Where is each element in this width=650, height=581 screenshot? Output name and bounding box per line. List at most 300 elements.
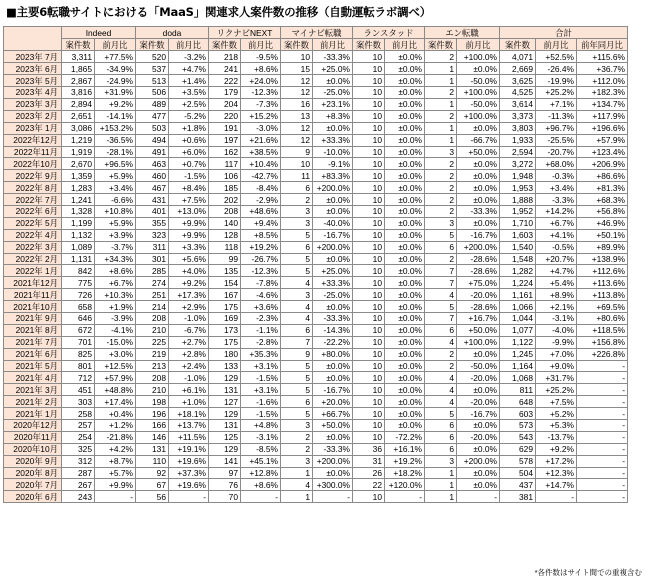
table-cell: ±0.0%	[385, 134, 425, 146]
table-cell: ±0.0%	[385, 98, 425, 110]
table-cell: +50.0%	[457, 146, 500, 158]
table-cell: -28.6%	[457, 265, 500, 277]
table-cell: -2.3%	[241, 312, 281, 324]
table-cell: +134.7%	[577, 98, 628, 110]
table-cell: +7.1%	[536, 98, 577, 110]
table-cell: 431	[136, 194, 169, 206]
table-cell: ±0.0%	[385, 384, 425, 396]
table-cell: +11.5%	[169, 431, 209, 443]
table-cell: +80.0%	[313, 348, 353, 360]
table-cell: +19.2%	[241, 241, 281, 253]
table-cell: -20.0%	[457, 431, 500, 443]
table-cell: 6	[425, 419, 457, 431]
table-cell: -	[536, 491, 577, 503]
table-cell: +12.8%	[241, 467, 281, 479]
table-cell: +8.6%	[241, 63, 281, 75]
table-cell: 198	[136, 396, 169, 408]
table-cell: +25.0%	[313, 63, 353, 75]
table-cell: ±0.0%	[385, 63, 425, 75]
subheader: 前月比	[536, 39, 577, 51]
table-cell: +23.1%	[313, 98, 353, 110]
table-row	[4, 229, 628, 241]
header-sub-row	[4, 39, 628, 51]
table-cell: +4.0%	[169, 265, 209, 277]
table-row	[4, 384, 628, 396]
table-cell: 489	[136, 98, 169, 110]
table-cell: 513	[136, 75, 169, 87]
table-cell: 1,933	[500, 134, 536, 146]
table-cell: ±0.0%	[385, 336, 425, 348]
table-cell: 801	[62, 360, 95, 372]
table-cell: +200.0%	[457, 241, 500, 253]
table-cell: +15.2%	[241, 110, 281, 122]
table-cell: +25.2%	[536, 87, 577, 99]
table-cell: 210	[136, 324, 169, 336]
table-cell: -	[457, 491, 500, 503]
table-cell: -16.7%	[457, 408, 500, 420]
table-cell: 12	[281, 122, 313, 134]
table-cell: -3.1%	[536, 312, 577, 324]
table-cell: 1,122	[500, 336, 536, 348]
table-cell: 127	[209, 396, 241, 408]
table-cell: 254	[62, 431, 95, 443]
table-cell: -4.0%	[536, 324, 577, 336]
table-cell: 9	[281, 348, 313, 360]
table-cell: 6	[281, 241, 313, 253]
table-cell: -3.0%	[241, 122, 281, 134]
table-cell: -	[577, 372, 628, 384]
table-cell: +206.9%	[577, 158, 628, 170]
table-cell: 10	[353, 170, 385, 182]
table-cell: +57.9%	[95, 372, 136, 384]
table-cell: ±0.0%	[457, 194, 500, 206]
table-cell: 1,952	[500, 205, 536, 217]
table-cell: +52.5%	[536, 51, 577, 63]
table-cell: +20.0%	[313, 396, 353, 408]
table-cell: ±0.0%	[385, 408, 425, 420]
table-cell: -20.0%	[457, 289, 500, 301]
table-cell: +112.6%	[577, 265, 628, 277]
table-cell: +8.7%	[95, 455, 136, 467]
group-header: doda	[136, 27, 209, 39]
table-cell: +3.4%	[536, 182, 577, 194]
table-cell: -16.7%	[313, 229, 353, 241]
table-cell: ±0.0%	[385, 205, 425, 217]
table-cell: +8.6%	[95, 265, 136, 277]
table-row	[4, 51, 628, 63]
table-cell: ±0.0%	[457, 443, 500, 455]
table-cell: 6	[281, 324, 313, 336]
row-month-cell: 2022年10月	[4, 158, 62, 170]
row-month-cell: 2023年 3月	[4, 98, 62, 110]
subheader: 案件数	[62, 39, 95, 51]
table-cell: 125	[209, 431, 241, 443]
table-cell: +25.2%	[536, 384, 577, 396]
table-cell: +16.7%	[457, 312, 500, 324]
table-cell: 1,068	[500, 372, 536, 384]
table-cell: 128	[209, 229, 241, 241]
table-cell: 12	[281, 75, 313, 87]
table-cell: 10	[353, 122, 385, 134]
table-cell: +182.3%	[577, 87, 628, 99]
table-cell: -2.9%	[241, 194, 281, 206]
table-cell: -5.2%	[169, 110, 209, 122]
table-cell: 243	[62, 491, 95, 503]
table-cell: +36.7%	[577, 63, 628, 75]
table-cell: -15.0%	[95, 336, 136, 348]
subheader: 前月比	[169, 39, 209, 51]
table-cell: 726	[62, 289, 95, 301]
table-cell: 10	[353, 75, 385, 87]
table-cell: -26.4%	[536, 63, 577, 75]
table-row	[4, 408, 628, 420]
table-cell: 67	[136, 479, 169, 491]
table-cell: 3	[281, 217, 313, 229]
table-cell: ±0.0%	[385, 265, 425, 277]
table-cell: +123.4%	[577, 146, 628, 158]
table-cell: +50.0%	[313, 419, 353, 431]
table-cell: -12.3%	[241, 87, 281, 99]
row-month-cell: 2022年12月	[4, 134, 62, 146]
table-cell: 629	[500, 443, 536, 455]
table-cell: +3.9%	[95, 229, 136, 241]
table-cell: +153.2%	[95, 122, 136, 134]
table-cell: +17.4%	[95, 396, 136, 408]
table-cell: +3.1%	[241, 360, 281, 372]
row-month-cell: 2020年10月	[4, 443, 62, 455]
table-cell: 222	[209, 75, 241, 87]
table-row	[4, 194, 628, 206]
table-cell: +1.0%	[169, 396, 209, 408]
row-month-cell: 2023年 6月	[4, 63, 62, 75]
table-cell: -0.5%	[536, 241, 577, 253]
table-cell: ±0.0%	[313, 194, 353, 206]
table-cell: -1.0%	[169, 372, 209, 384]
table-cell: +25.0%	[313, 265, 353, 277]
table-cell: 10	[353, 217, 385, 229]
table-cell: +17.2%	[536, 455, 577, 467]
row-month-cell: 2021年10月	[4, 301, 62, 313]
table-cell: 2,594	[500, 146, 536, 158]
table-cell: 5	[281, 408, 313, 420]
table-cell: +10.4%	[241, 158, 281, 170]
group-header: 合計	[500, 27, 628, 39]
table-cell: ±0.0%	[313, 253, 353, 265]
table-cell: +24.0%	[241, 75, 281, 87]
table-cell: +200.0%	[313, 241, 353, 253]
table-cell: +4.1%	[536, 229, 577, 241]
table-cell: 1	[425, 467, 457, 479]
table-cell: ±0.0%	[385, 158, 425, 170]
subheader: 前年同月比	[577, 39, 628, 51]
table-cell: 672	[62, 324, 95, 336]
table-cell: ±0.0%	[385, 301, 425, 313]
table-row	[4, 360, 628, 372]
table-cell: -	[577, 360, 628, 372]
table-cell: +5.3%	[536, 419, 577, 431]
table-cell: -13.7%	[536, 431, 577, 443]
table-cell: 1,044	[500, 312, 536, 324]
table-cell: 1	[425, 63, 457, 75]
table-cell: -26.7%	[241, 253, 281, 265]
subheader: 案件数	[353, 39, 385, 51]
subheader: 前月比	[457, 39, 500, 51]
table-cell: 1	[425, 98, 457, 110]
table-cell: 811	[500, 384, 536, 396]
group-header: Indeed	[62, 27, 136, 39]
table-cell: -	[577, 419, 628, 431]
table-cell: +4.7%	[169, 63, 209, 75]
table-cell: +18.1%	[169, 408, 209, 420]
table-cell: ±0.0%	[457, 217, 500, 229]
table-row	[4, 217, 628, 229]
table-cell: 4	[425, 289, 457, 301]
table-cell: 154	[209, 277, 241, 289]
table-cell: 133	[209, 360, 241, 372]
table-cell: 1	[281, 467, 313, 479]
table-cell: 6	[425, 241, 457, 253]
table-cell: 197	[209, 134, 241, 146]
table-cell: ±0.0%	[313, 467, 353, 479]
table-cell: 3	[281, 205, 313, 217]
table-cell: 463	[136, 158, 169, 170]
table-cell: 210	[136, 384, 169, 396]
table-cell: 1,161	[500, 289, 536, 301]
table-cell: 1,219	[62, 134, 95, 146]
table-row	[4, 158, 628, 170]
table-cell: ±0.0%	[385, 348, 425, 360]
table-cell: 5	[281, 253, 313, 265]
table-cell: 10	[353, 229, 385, 241]
table-cell: 175	[209, 336, 241, 348]
row-month-cell: 2022年 5月	[4, 217, 62, 229]
table-cell: 6	[281, 182, 313, 194]
table-row	[4, 431, 628, 443]
table-cell: 1	[425, 134, 457, 146]
table-cell: +13.7%	[169, 419, 209, 431]
table-cell: -3.9%	[95, 312, 136, 324]
table-cell: 1,199	[62, 217, 95, 229]
table-cell: +100.0%	[457, 336, 500, 348]
table-cell: +77.5%	[95, 51, 136, 63]
table-cell: +6.1%	[169, 384, 209, 396]
table-cell: 5	[281, 360, 313, 372]
table-cell: ±0.0%	[385, 419, 425, 431]
table-cell: 312	[62, 455, 95, 467]
table-cell: 5	[281, 372, 313, 384]
table-cell: 1,888	[500, 194, 536, 206]
row-month-cell: 2021年 1月	[4, 408, 62, 420]
table-cell: 4	[425, 396, 457, 408]
table-cell: 218	[209, 51, 241, 63]
table-cell: +4.8%	[241, 419, 281, 431]
table-cell: ±0.0%	[457, 122, 500, 134]
row-month-cell: 2022年 4月	[4, 229, 62, 241]
table-cell: +0.4%	[95, 408, 136, 420]
table-cell: 1,283	[62, 182, 95, 194]
table-cell: -28.6%	[457, 253, 500, 265]
table-cell: 3	[425, 455, 457, 467]
table-cell: 5	[281, 265, 313, 277]
table-cell: -40.0%	[313, 217, 353, 229]
table-cell: +5.6%	[169, 253, 209, 265]
table-cell: +14.7%	[536, 479, 577, 491]
table-cell: -6.6%	[95, 194, 136, 206]
table-cell: ±0.0%	[313, 205, 353, 217]
table-cell: 646	[62, 312, 95, 324]
table-cell: 70	[209, 491, 241, 503]
table-cell: 1,710	[500, 217, 536, 229]
table-cell: ±0.0%	[385, 289, 425, 301]
table-cell: 1,089	[62, 241, 95, 253]
row-month-cell: 2020年12月	[4, 419, 62, 431]
table-cell: 22	[353, 479, 385, 491]
table-cell: 10	[281, 158, 313, 170]
table-cell: +9.0%	[536, 360, 577, 372]
table-cell: -20.7%	[536, 146, 577, 158]
table-cell: +57.9%	[577, 134, 628, 146]
table-cell: 10	[353, 348, 385, 360]
table-cell: 10	[353, 110, 385, 122]
table-cell: +0.7%	[169, 158, 209, 170]
table-cell: 2	[425, 170, 457, 182]
table-cell: 10	[353, 98, 385, 110]
table-cell: 1	[425, 122, 457, 134]
table-cell: +6.0%	[169, 146, 209, 158]
table-cell: 460	[136, 170, 169, 182]
table-cell: 5	[425, 301, 457, 313]
table-cell: +8.4%	[169, 182, 209, 194]
table-cell: 162	[209, 146, 241, 158]
table-cell: 10	[353, 396, 385, 408]
table-cell: -33.3%	[313, 312, 353, 324]
row-month-cell: 2021年12月	[4, 277, 62, 289]
row-month-cell: 2022年 2月	[4, 253, 62, 265]
table-cell: +5.2%	[536, 408, 577, 420]
table-cell: ±0.0%	[385, 182, 425, 194]
table-cell: 9	[281, 146, 313, 158]
table-cell: ±0.0%	[457, 348, 500, 360]
table-cell: 16	[281, 98, 313, 110]
table-cell: 3,272	[500, 158, 536, 170]
table-cell: ±0.0%	[385, 170, 425, 182]
table-cell: 1	[425, 479, 457, 491]
table-cell: ±0.0%	[385, 110, 425, 122]
table-cell: 10	[353, 301, 385, 313]
table-cell: 6	[425, 443, 457, 455]
table-cell: -7.8%	[241, 277, 281, 289]
table-cell: +3.3%	[169, 241, 209, 253]
table-cell: +1.8%	[169, 122, 209, 134]
table-cell: 219	[136, 348, 169, 360]
row-month-cell: 2021年 7月	[4, 336, 62, 348]
table-cell: ±0.0%	[385, 360, 425, 372]
table-cell: +112.0%	[577, 75, 628, 87]
table-cell: +12.5%	[95, 360, 136, 372]
table-cell: 2	[281, 194, 313, 206]
table-cell: 4	[425, 372, 457, 384]
row-month-cell: 2020年 9月	[4, 455, 62, 467]
table-cell: 10	[353, 336, 385, 348]
table-cell: -	[169, 491, 209, 503]
table-cell: 92	[136, 467, 169, 479]
table-cell: 258	[62, 408, 95, 420]
table-cell: -	[95, 491, 136, 503]
table-row	[4, 110, 628, 122]
table-cell: +68.3%	[577, 194, 628, 206]
table-cell: 287	[62, 467, 95, 479]
table-cell: 6	[281, 396, 313, 408]
table-cell: -24.9%	[95, 75, 136, 87]
table-cell: +100.0%	[457, 51, 500, 63]
table-cell: -3.1%	[241, 431, 281, 443]
table-cell: +9.2%	[169, 277, 209, 289]
row-month-cell: 2021年 9月	[4, 312, 62, 324]
subheader: 前月比	[241, 39, 281, 51]
table-cell: 10	[353, 408, 385, 420]
table-cell: -	[241, 491, 281, 503]
table-cell: -33.3%	[313, 443, 353, 455]
table-cell: ±0.0%	[385, 75, 425, 87]
table-cell: +0.6%	[169, 134, 209, 146]
table-cell: +3.5%	[169, 87, 209, 99]
table-cell: -3.2%	[169, 51, 209, 63]
table-cell: 146	[136, 431, 169, 443]
table-cell: 267	[62, 479, 95, 491]
table-cell: ±0.0%	[385, 372, 425, 384]
table-cell: -	[577, 443, 628, 455]
table-cell: +75.0%	[457, 277, 500, 289]
table-cell: +19.1%	[169, 443, 209, 455]
subheader: 案件数	[136, 39, 169, 51]
table-cell: +19.6%	[169, 479, 209, 491]
table-cell: 10	[353, 205, 385, 217]
table-cell: +31.9%	[95, 87, 136, 99]
table-cell: -14.3%	[313, 324, 353, 336]
table-cell: +19.2%	[385, 455, 425, 467]
table-row	[4, 301, 628, 313]
table-cell: 2	[425, 110, 457, 122]
table-cell: -9.9%	[536, 336, 577, 348]
table-cell: -4.1%	[95, 324, 136, 336]
table-cell: 7	[425, 265, 457, 277]
table-cell: ±0.0%	[385, 194, 425, 206]
row-month-cell: 2022年 1月	[4, 265, 62, 277]
table-cell: 208	[136, 372, 169, 384]
table-cell: 208	[136, 312, 169, 324]
table-cell: 5	[425, 408, 457, 420]
table-cell: +8.5%	[241, 229, 281, 241]
table-cell: +56.8%	[577, 205, 628, 217]
table-cell: 2	[425, 205, 457, 217]
table-cell: 140	[209, 217, 241, 229]
table-cell: +50.0%	[457, 324, 500, 336]
table-cell: 10	[353, 182, 385, 194]
table-cell: -1.5%	[169, 170, 209, 182]
table-cell: 141	[209, 455, 241, 467]
table-cell: +68.0%	[536, 158, 577, 170]
table-cell: +5.7%	[95, 467, 136, 479]
table-cell: 3,803	[500, 122, 536, 134]
table-cell: +45.1%	[241, 455, 281, 467]
table-cell: 1,548	[500, 253, 536, 265]
table-cell: -50.0%	[457, 75, 500, 87]
table-cell: ±0.0%	[385, 241, 425, 253]
table-cell: +1.2%	[95, 419, 136, 431]
table-cell: 129	[209, 372, 241, 384]
table-cell: 117	[209, 158, 241, 170]
group-header: エン転職	[425, 27, 500, 39]
